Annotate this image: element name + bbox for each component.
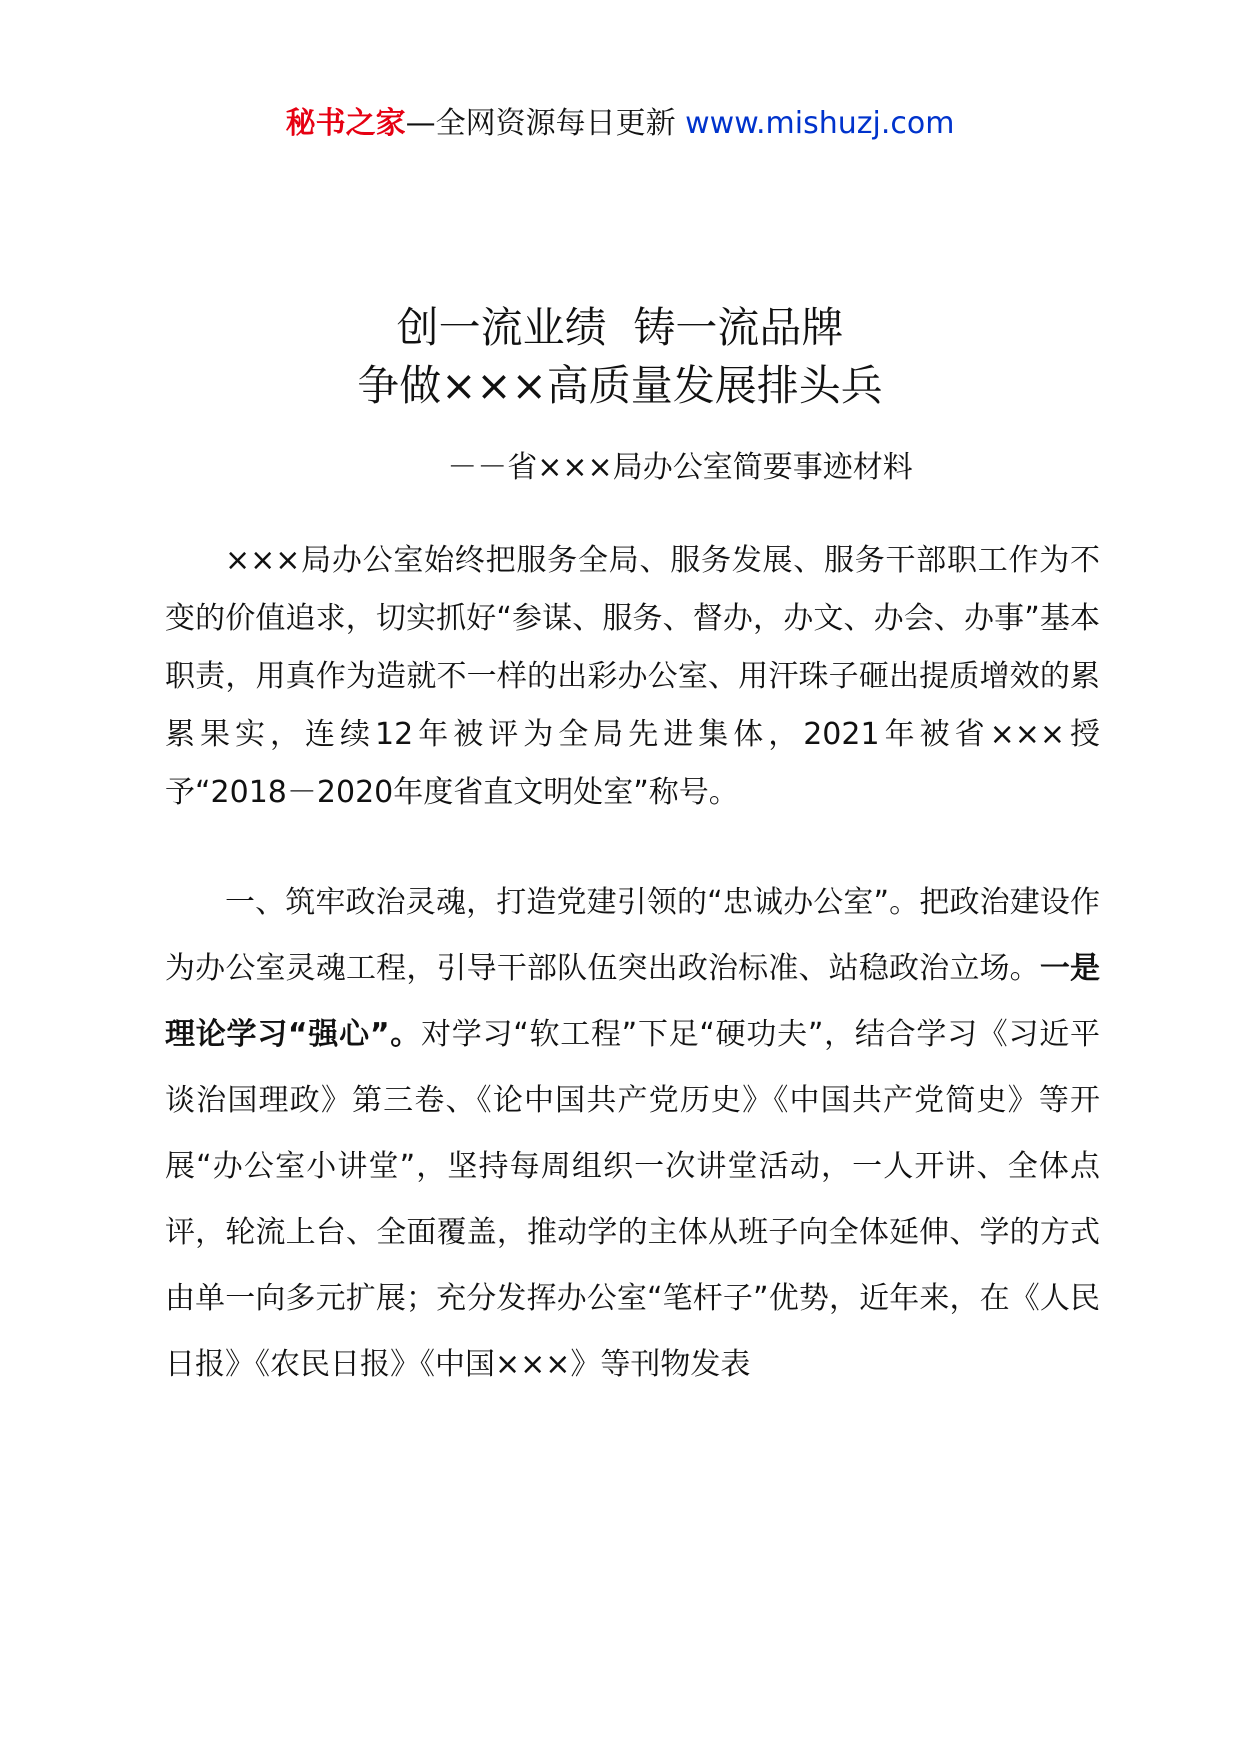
document-title-line1: 创一流业绩 铸一流品牌: [396, 303, 844, 352]
point1-text: 对学习“软工程”下足“硬功夫”，结合学习《习近平谈治国理政》第三卷、《论中国共产党历史》《中国共产党简史》等开展“办公室小讲堂”，坚持每周组织一次讲堂活动，一人开讲、全体点评，轮流上台、全面覆盖，推动学的主体从班子向全体延伸、学的方式由单一向多元扩展；充分发挥办公室“笔杆子”优势，近年来，在《人民日报》《农民日报》《中国×××》等刊物发表: [165, 1017, 1100, 1382]
document-subtitle: [0, 446, 1240, 490]
subtitle-text: －－省×××局办公室简要事迹材料: [447, 450, 913, 485]
section1-heading: 一、筑牢政治灵魂，打造党建引领的“忠诚办公室”。: [225, 885, 920, 920]
section1-paragraph: [165, 870, 1100, 1398]
site-url-link[interactable]: www.mishuzj.com: [685, 106, 955, 141]
site-header: [0, 102, 1240, 146]
brand-name: 秘书之家: [285, 106, 406, 141]
intro-paragraph: ×××局办公室始终把服务全局、服务发展、服务干部职工作为不变的价值追求，切实抓好“参谋、服务、督办，办文、办会、办事”基本职责，用真作为造就不一样的出彩办公室、用汗珠子砸出提质增效的累累果实，连续12年被评为全局先进集体，2021年被省×××授予“2018－2020年度省直文明处室”称号。: [165, 543, 1100, 810]
section1-intro: 把政治建设作为办公室灵魂工程，引导干部队伍突出政治标准、站稳政治立场。: [165, 885, 1101, 986]
point1-heading: 一是理论学习“强心”。: [165, 951, 1101, 1052]
header-slogan: —全网资源每日更新: [405, 106, 676, 141]
document-title-line2: 争做×××高质量发展排头兵: [357, 361, 883, 410]
